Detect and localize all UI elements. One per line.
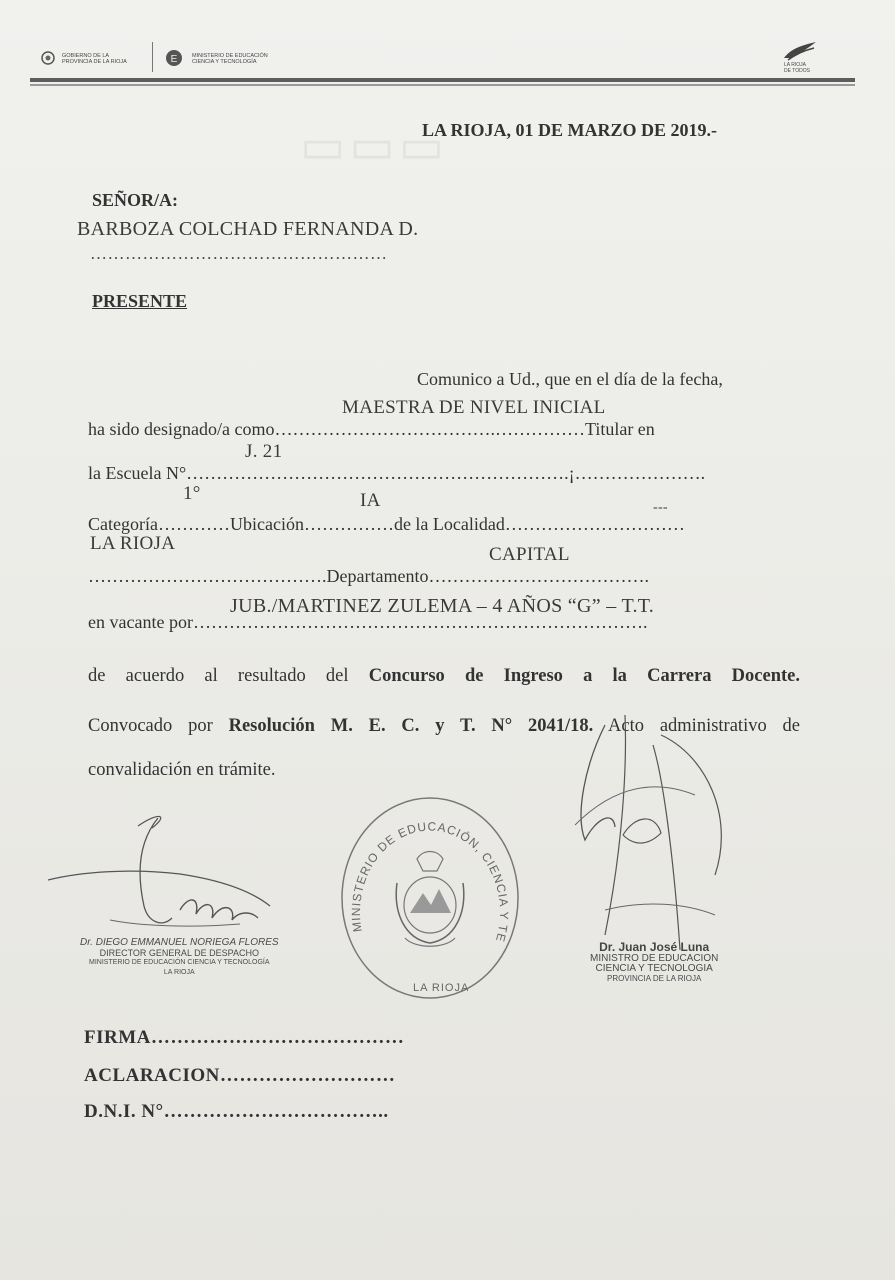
intro-text: Comunico a Ud., que en el día de la fecha, [417, 369, 723, 389]
ministry-logo-icon [165, 49, 183, 72]
addressee-dots: …………………………………………… [90, 244, 388, 263]
paragraph-resolucion-end: Acto administrativo de [593, 716, 800, 736]
gov-line2: PROVINCIA DE LA RIOJA [62, 59, 127, 65]
seal-bottom-text: LA RIOJA [413, 982, 470, 994]
right-logo-text [784, 62, 810, 74]
right-signatory [590, 940, 718, 984]
svg-text:MINISTERIO DE EDUCACIÓN, CIENC [335, 793, 511, 944]
paragraph-convalidacion: convalidación en trámite. [88, 760, 276, 780]
header-divider [152, 42, 153, 72]
seal-top-text: MINISTERIO DE EDUCACIÓN, CIENCIA Y TE [348, 819, 512, 945]
right-signatory-title2: CIENCIA Y TECNOLOGIA [595, 963, 713, 974]
left-signatory-title3: LA RIOJA [163, 969, 195, 976]
paragraph-concurso-start: de acuerdo al resultado del [88, 666, 369, 686]
concurso-name: Concurso de Ingreso a la Carrera Docente. [368, 666, 800, 686]
left-signatory-title2: MINISTERIO DE EDUCACIÓN CIENCIA Y TECNOLOGÍA [89, 959, 270, 966]
gov-line1: GOBIERNO DE LA [62, 53, 110, 59]
aclaracion-field: ACLARACION……………………… [84, 1065, 396, 1086]
right-signatory-title1: MINISTRO DE EDUCACION [590, 953, 719, 964]
header-rule-secondary [30, 84, 855, 86]
firma-field: FIRMA………………………………… [84, 1027, 405, 1048]
dni-field: D.N.I. N°…………………………….. [84, 1101, 389, 1122]
header-rule [30, 78, 855, 82]
role-line: ha sido designado/a como……………………………….……………Titular en [88, 419, 655, 439]
paragraph-concurso [88, 666, 800, 687]
bleed-through-mark: ▭▭▭ [300, 120, 449, 173]
department-value: CAPITAL [489, 544, 570, 565]
left-signatory-title1: DIRECTOR GENERAL DE DESPACHO [99, 948, 259, 958]
left-signatory [80, 938, 279, 978]
date-line: LA RIOJA, 01 DE MARZO DE 2019.- [422, 120, 718, 140]
svg-text:E: E [170, 54, 178, 65]
left-signatory-name: Dr. DIEGO EMMANUEL NORIEGA FLORES [80, 937, 279, 948]
category-value: 1° [183, 483, 201, 504]
locality-dash: --- [653, 500, 668, 515]
coat-of-arms-icon [396, 852, 464, 947]
addressee-name: BARBOZA COLCHAD FERNANDA D. [77, 218, 419, 240]
addressee-label: SEÑOR/A: [92, 190, 179, 210]
right-signatory-name: Dr. Juan José Luna [599, 940, 710, 954]
ministry-line2: CIENCIA Y TECNOLOGÍA [192, 59, 257, 65]
vacancy-line: en vacante por…………………………………………………………………. [88, 612, 648, 632]
ministry-line1: MINISTERIO DE EDUCACIÓN [192, 53, 268, 59]
ministry-name [192, 53, 268, 65]
school-line: la Escuela N°……………………………………………………….¡…………………. [88, 463, 706, 483]
department-line: ………………………………….Departamento………………………………. [88, 566, 649, 586]
location-value: IA [360, 490, 381, 511]
presente-heading: PRESENTE [92, 291, 188, 311]
locality-value: LA RIOJA [90, 533, 176, 554]
resolucion-number: Resolución M. E. C. y T. N° 2041/18. [228, 716, 594, 736]
vacancy-value: JUB./MARTINEZ ZULEMA – 4 AÑOS “G” – T.T. [230, 595, 655, 617]
right-signature-scribble [565, 705, 745, 960]
paragraph-resolucion-start: Convocado por [88, 716, 229, 736]
right-logo-line1: LA RIOJA [784, 62, 806, 68]
gov-logo-icon [40, 50, 56, 71]
gov-name [62, 53, 127, 65]
official-seal [335, 793, 525, 1008]
right-signatory-title3: PROVINCIA DE LA RIOJA [607, 974, 702, 983]
left-signature-scribble [40, 810, 280, 945]
category-line: Categoría…………Ubicación……………de la Localidad………………………… [88, 514, 685, 534]
school-number-value: J. 21 [245, 441, 283, 462]
role-value: MAESTRA DE NIVEL INICIAL [342, 397, 606, 418]
right-logo-line2: DE TODOS [784, 68, 810, 74]
